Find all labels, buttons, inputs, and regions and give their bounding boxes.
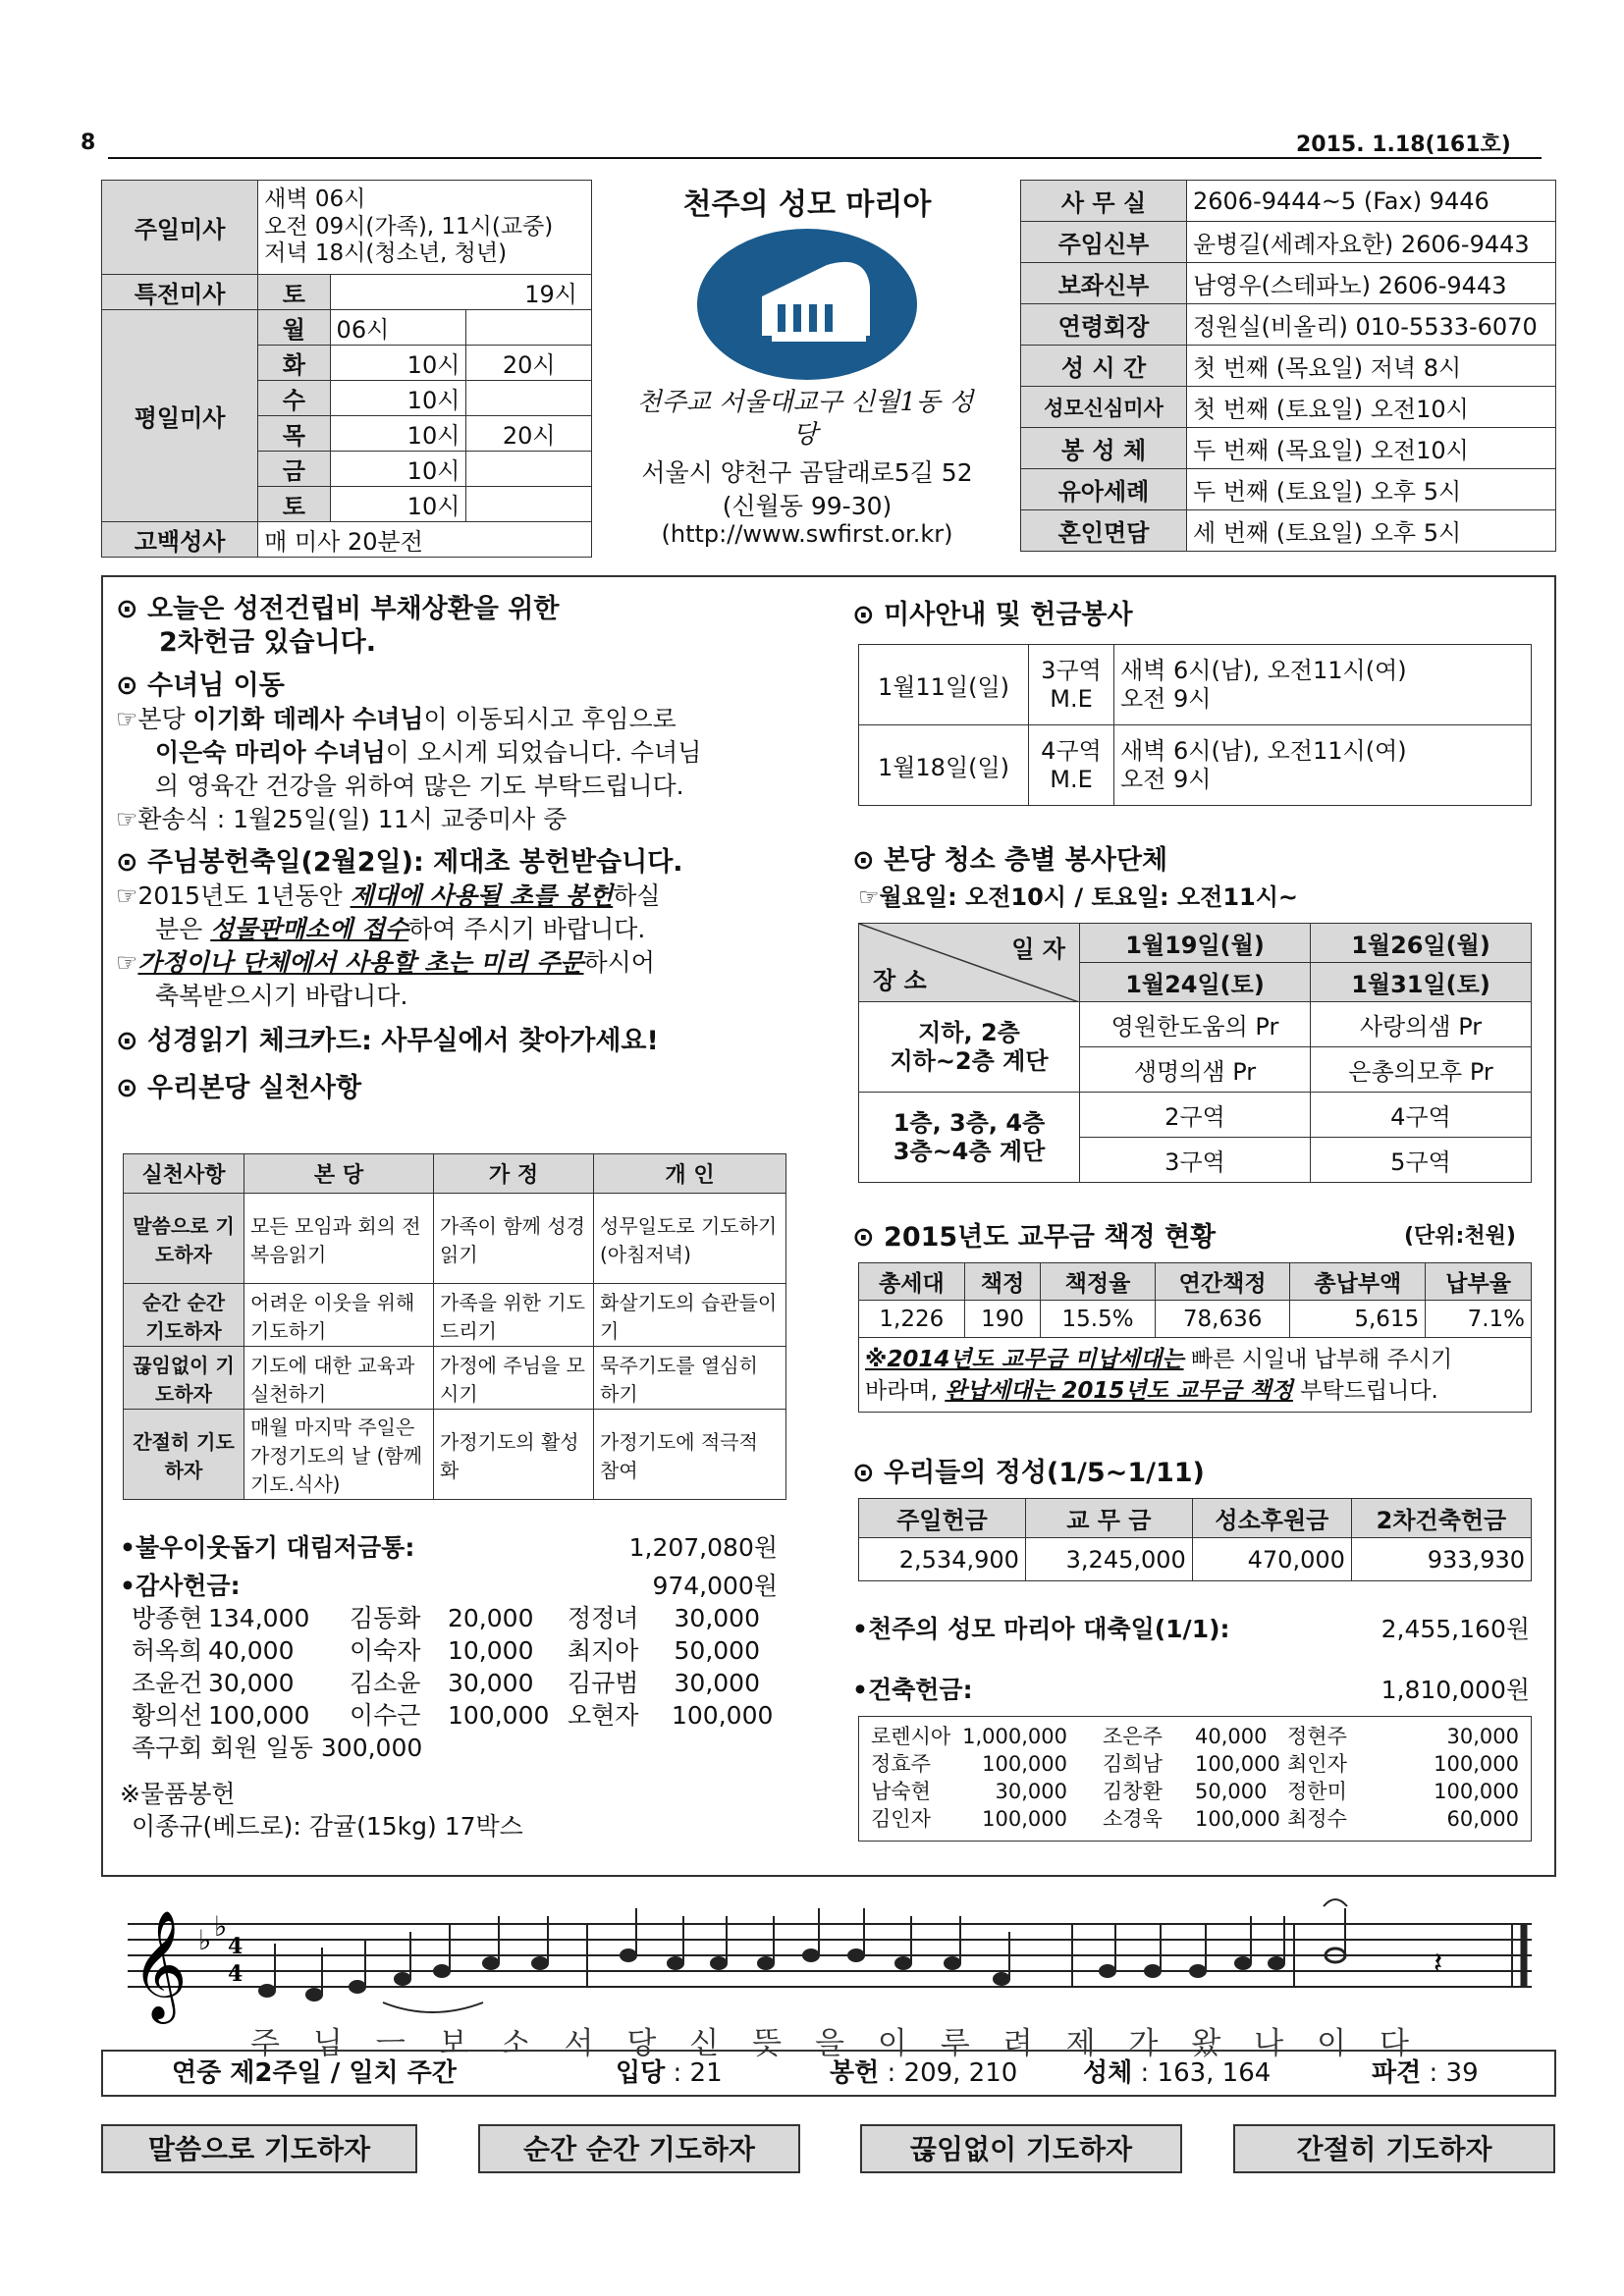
bullet-icon: ⊙: [116, 847, 148, 878]
dues-header: 총납부액: [1290, 1263, 1426, 1301]
cleaning-title: ⊙ 본당 청소 층별 봉사단체: [852, 845, 1168, 876]
weekday-time: [466, 381, 592, 416]
dues-value: 78,636: [1155, 1301, 1290, 1338]
dues-header: 납부율: [1426, 1263, 1532, 1301]
mass-guide-date: 1월11일(일): [859, 645, 1029, 725]
contact-value: 첫 번째 (토요일) 오전10시: [1187, 387, 1556, 428]
cleaning-cell: 은총의모후 Pr: [1311, 1047, 1532, 1093]
footer-prayer-earnest: 간절히 기도하자: [1233, 2124, 1555, 2173]
cleaning-subtitle: ☞월요일: 오전10시 / 토요일: 오전11시~: [858, 883, 1299, 911]
offerings-header: 2차건축헌금: [1351, 1499, 1531, 1538]
parish-handwriting: 천주교 서울대교구 신월1동 성당: [636, 388, 974, 450]
offerings-value: 2,534,900: [859, 1538, 1026, 1581]
weekday-time: 10시: [330, 452, 466, 487]
cleaning-cell: 2구역: [1080, 1093, 1311, 1138]
svg-text:4: 4: [228, 1934, 244, 1959]
dues-unit: (단위:천원): [1404, 1224, 1516, 1249]
donations-left: [120, 1531, 778, 1842]
mass-guide-title: ⊙ 미사안내 및 헌금봉사: [852, 600, 1133, 630]
cleaning-date: 1월26일(월): [1311, 924, 1532, 963]
svg-text:♭: ♭: [214, 1910, 228, 1943]
mass-guide-times: 새벽 6시(남), 오전11시(여) 오전 9시: [1114, 645, 1532, 725]
dues-value: 7.1%: [1426, 1301, 1532, 1338]
parish-address: 서울시 양천구 곰달래로5길 52: [641, 458, 973, 487]
notice-3-line-1: ☞2015년도 1년동안 제대에 사용될 초를 봉헌하실: [116, 881, 661, 910]
practice-cell: 어려운 이웃을 위해 기도하기: [244, 1284, 434, 1347]
cleaning-place: 1층, 3층, 4층 3층~4층 계단: [859, 1093, 1080, 1183]
cleaning-cell: 3구역: [1080, 1138, 1311, 1183]
weekday-time: 10시: [330, 381, 466, 416]
weekday-time: 10시: [330, 487, 466, 522]
liturgy-bar: [101, 2050, 1556, 2097]
dues-value: 1,226: [859, 1301, 965, 1338]
building-row: •건축헌금: 1,810,000원: [852, 1676, 1530, 1704]
thanks-row: •감사헌금: 974,000원: [120, 1572, 778, 1600]
dues-title: ⊙ 2015년도 교무금 책정 현황: [852, 1222, 1217, 1253]
practice-row-key: 말씀으로 기도하자: [124, 1194, 244, 1284]
notice-4-title: ⊙ 성경읽기 체크카드: 사무실에서 찾아가세요!: [116, 1026, 659, 1056]
mass-guide-date: 1월18일(일): [859, 725, 1029, 806]
weekday-day: 월: [258, 310, 330, 346]
bullet-icon: ⊙: [852, 1222, 885, 1253]
cleaning-cell: 생명의샘 Pr: [1080, 1047, 1311, 1093]
contact-label: 주임신부: [1021, 222, 1187, 263]
feast-row: •천주의 성모 마리아 대축일(1/1): 2,455,160원: [852, 1615, 1530, 1643]
notice-1-title-2: 2차헌금 있습니다.: [159, 627, 377, 658]
bullet-icon: ⊙: [852, 600, 885, 630]
notice-2-line-2: 이은숙 마리아 수녀님이 오시게 되었습니다. 수녀님: [155, 738, 702, 767]
practice-row-key: 간절히 기도하자: [124, 1410, 244, 1500]
thanks-list: [120, 1602, 778, 1764]
weekday-mass-label: 평일미사: [102, 310, 258, 522]
practice-cell: 가정기도에 적극적 참여: [594, 1410, 786, 1500]
liturgy-communion: 성체 : 163, 164: [1083, 2058, 1272, 2088]
offerings-value: 933,930: [1351, 1538, 1531, 1581]
parish-address-2: (신월동 99-30): [722, 492, 893, 520]
special-mass-day: 토: [258, 275, 330, 310]
footer-prayer-moment: 순간 순간 기도하자: [478, 2124, 800, 2173]
notice-5-title: ⊙ 우리본당 실천사항: [116, 1073, 362, 1103]
bullet-icon: ⊙: [116, 1026, 148, 1056]
practice-header: 개 인: [594, 1154, 786, 1194]
weekday-time: [466, 310, 592, 346]
cleaning-date: 1월31일(토): [1311, 963, 1532, 1002]
notice-2-title: ⊙ 수녀님 이동: [116, 670, 285, 701]
building-list-row: 정효주 100,000 김희남 100,000 최인자 100,000: [871, 1752, 1519, 1776]
dues-header: 총세대: [859, 1263, 965, 1301]
weekday-day: 화: [258, 346, 330, 381]
practice-cell: 가정기도의 활성화: [434, 1410, 594, 1500]
dues-value: 15.5%: [1041, 1301, 1155, 1338]
thanks-extra: 족구회 회원 일동 300,000: [132, 1734, 423, 1762]
cleaning-cell: 5구역: [1311, 1138, 1532, 1183]
contact-label: 유아세례: [1021, 469, 1187, 510]
dues-header: 책정: [964, 1263, 1041, 1301]
weekday-time: 10시: [330, 346, 466, 381]
music-lyrics: 주 님 ㅡ 보 소 서 당 신 뜻 을 이 루 려 제 가 왔 나 이 다: [250, 2026, 1409, 2061]
offerings-header: 성소후원금: [1192, 1499, 1351, 1538]
weekday-day: 금: [258, 452, 330, 487]
cleaning-cell: 4구역: [1311, 1093, 1532, 1138]
building-list-row: 로렌시아 1,000,000 조은주 40,000 정현주 30,000: [871, 1725, 1519, 1748]
contact-label: 보좌신부: [1021, 263, 1187, 304]
notice-2-line-4: ☞환송식 : 1월25일(일) 11시 교중미사 중: [116, 805, 568, 833]
weekday-time: 20시: [466, 416, 592, 452]
bullet-icon: ⊙: [852, 1458, 885, 1488]
parish-url[interactable]: (http://www.swfirst.or.kr): [661, 520, 953, 548]
notice-3-title: ⊙ 주님봉헌축일(2월2일): 제대초 봉헌받습니다.: [116, 847, 683, 878]
offerings-title: ⊙ 우리들의 정성(1/5~1/11): [852, 1458, 1205, 1488]
special-mass-time: 19시: [330, 275, 591, 310]
dues-value: 190: [964, 1301, 1041, 1338]
weekday-day: 목: [258, 416, 330, 452]
practice-table: [123, 1153, 786, 1500]
practice-cell: 가족을 위한 기도드리기: [434, 1284, 594, 1347]
goods-value: 이종규(베드로): 감귤(15kg) 17박스: [132, 1812, 523, 1841]
cleaning-cell: 사랑의샘 Pr: [1311, 1002, 1532, 1047]
dues-note: ※2014년도 교무금 미납세대는 빠른 시일내 납부해 주시기 바라며, 완납세대는 2015년도 교무금 책정 부탁드립니다.: [859, 1338, 1532, 1413]
practice-row-key: 순간 순간 기도하자: [124, 1284, 244, 1347]
practice-row-key: 끊임없이 기도하자: [124, 1347, 244, 1410]
mass-guide-times: 새벽 6시(남), 오전11시(여) 오전 9시: [1114, 725, 1532, 806]
contact-value: 세 번째 (토요일) 오후 5시: [1187, 510, 1556, 552]
contact-label: 성 시 간: [1021, 346, 1187, 387]
offerings-value: 470,000: [1192, 1538, 1351, 1581]
contact-value: 두 번째 (토요일) 오후 5시: [1187, 469, 1556, 510]
notice-2-line-3: 의 영육간 건강을 위하여 많은 기도 부탁드립니다.: [155, 772, 684, 800]
contact-value: 2606-9444~5 (Fax) 9446: [1187, 181, 1556, 222]
notice-2-line-1: ☞본당 이기화 데레사 수녀님이 이동되시고 후임으로: [116, 705, 677, 733]
special-mass-label: 특전미사: [102, 275, 258, 310]
goods-label: ※물품봉헌: [120, 1780, 236, 1808]
sunday-mass-times: 새벽 06시 오전 09시(가족), 11시(교중) 저녁 18시(청소년, 청년): [258, 181, 592, 275]
building-list-row: 남숙현 30,000 김창환 50,000 정한미 100,000: [871, 1780, 1519, 1803]
parish-logo: [644, 226, 970, 383]
practice-cell: 모든 모임과 회의 전 복음읽기: [244, 1194, 434, 1284]
practice-cell: 기도에 대한 교육과 실천하기: [244, 1347, 434, 1410]
weekday-day: 토: [258, 487, 330, 522]
offerings-header: 주일헌금: [859, 1499, 1026, 1538]
svg-text:♭: ♭: [198, 1924, 212, 1956]
offerings-table: [858, 1498, 1532, 1581]
contact-label: 성모신심미사: [1021, 387, 1187, 428]
notice-3-line-3: ☞가정이나 단체에서 사용할 초는 미리 주문하시어: [116, 948, 655, 977]
building-list: [858, 1716, 1532, 1842]
cleaning-corner: 일 자 장 소: [859, 924, 1080, 1002]
practice-cell: 매월 마지막 주일은 가정기도의 날 (함께 기도.식사): [244, 1410, 434, 1500]
practice-cell: 성무일도로 기도하기 (아침저녁): [594, 1194, 786, 1284]
liturgy-entry: 입당 : 21: [616, 2058, 723, 2088]
mass-guide-zone: 3구역 M.E: [1029, 645, 1114, 725]
practice-cell: 가족이 함께 성경읽기: [434, 1194, 594, 1284]
confession-label: 고백성사: [102, 522, 258, 558]
contact-label: 혼인면담: [1021, 510, 1187, 552]
parish-title: 천주의 성모 마리아: [682, 187, 932, 222]
thanks-list-row: 황의선 100,000 이수근 100,000 오현자 100,000: [132, 1701, 774, 1730]
dues-table: [858, 1262, 1532, 1413]
mass-guide-table: [858, 644, 1532, 806]
mass-guide-zone: 4구역 M.E: [1029, 725, 1114, 806]
practice-header: 실천사항: [124, 1154, 244, 1194]
weekday-time: [466, 487, 592, 522]
practice-cell: 묵주기도를 열심히 하기: [594, 1347, 786, 1410]
notices-column: [116, 593, 823, 1105]
bullet-icon: ⊙: [116, 670, 148, 701]
notice-3-line-4: 축복받으시기 바랍니다.: [155, 982, 408, 1010]
weekday-time: [466, 452, 592, 487]
contact-label: 연령회장: [1021, 304, 1187, 346]
issue-date: 2015. 1.18(161호): [1296, 133, 1511, 157]
thanks-list-row: 방종현 134,000 김동화 20,000 정정녀 30,000: [132, 1604, 760, 1632]
footer-prayer-word: 말씀으로 기도하자: [101, 2124, 417, 2173]
cleaning-date: 1월19일(월): [1080, 924, 1311, 963]
dues-header: 연간책정: [1155, 1263, 1290, 1301]
liturgy-dismissal: 파견 : 39: [1372, 2058, 1479, 2088]
liturgy-offertory: 봉헌 : 209, 210: [830, 2058, 1018, 2088]
contacts-table: [1020, 180, 1556, 552]
contact-value: 정원실(비올리) 010-5533-6070: [1187, 304, 1556, 346]
confession-value: 매 미사 20분전: [258, 522, 592, 558]
weekday-day: 수: [258, 381, 330, 416]
dues-header: 책정율: [1041, 1263, 1155, 1301]
practice-cell: 가정에 주님을 모시기: [434, 1347, 594, 1410]
weekday-time: 10시: [330, 416, 466, 452]
bullet-icon: ⊙: [852, 845, 885, 876]
bullet-icon: ⊙: [116, 1073, 148, 1103]
treble-clef-icon: 𝄞: [132, 1909, 188, 2019]
page-number: 8: [81, 131, 96, 155]
contact-value: 윤병길(세례자요한) 2606-9443: [1187, 222, 1556, 263]
music-staff: [118, 1893, 1532, 2030]
svg-text:4: 4: [228, 1961, 244, 1987]
thanks-list-row: 조윤건 30,000 김소윤 30,000 김규범 30,000: [132, 1669, 760, 1697]
offerings-value: 3,245,000: [1025, 1538, 1192, 1581]
cleaning-cell: 영원한도움의 Pr: [1080, 1002, 1311, 1047]
practice-header: 본 당: [244, 1154, 434, 1194]
liturgy-week: 연중 제2주일 / 일치 주간: [172, 2058, 457, 2088]
footer-prayer-unceasing: 끊임없이 기도하자: [860, 2124, 1182, 2173]
notice-1-title: ⊙ 오늘은 성전건립비 부채상환을 위한: [116, 594, 560, 624]
contact-label: 봉 성 체: [1021, 428, 1187, 469]
svg-text:𝄽: 𝄽: [1434, 1947, 1443, 1981]
thanks-list-row: 허옥희 40,000 이숙자 10,000 최지아 50,000: [132, 1636, 760, 1665]
offerings-header: 교 무 금: [1025, 1499, 1192, 1538]
weekday-time: 20시: [466, 346, 592, 381]
mass-schedule-table: [101, 180, 592, 558]
weekday-time: 06시: [330, 310, 466, 346]
contact-value: 두 번째 (목요일) 오전10시: [1187, 428, 1556, 469]
contact-label: 사 무 실: [1021, 181, 1187, 222]
dues-value: 5,615: [1290, 1301, 1426, 1338]
practice-header: 가 정: [434, 1154, 594, 1194]
notice-3-line-2: 분은 성물판매소에 접수하여 주시기 바랍니다.: [155, 915, 646, 943]
cleaning-place: 지하, 2층 지하~2층 계단: [859, 1002, 1080, 1093]
building-list-row: 김인자 100,000 소경욱 100,000 최정수 60,000: [871, 1807, 1519, 1831]
practice-cell: 화살기도의 습관들이기: [594, 1284, 786, 1347]
cleaning-table: [858, 923, 1532, 1182]
sunday-mass-label: 주일미사: [102, 181, 258, 275]
savings-row: •불우이웃돕기 대림저금통: 1,207,080원: [120, 1533, 778, 1562]
cleaning-date: 1월24일(토): [1080, 963, 1311, 1002]
bullet-icon: ⊙: [116, 594, 148, 624]
contact-value: 남영우(스테파노) 2606-9443: [1187, 263, 1556, 304]
contact-value: 첫 번째 (목요일) 저녁 8시: [1187, 346, 1556, 387]
